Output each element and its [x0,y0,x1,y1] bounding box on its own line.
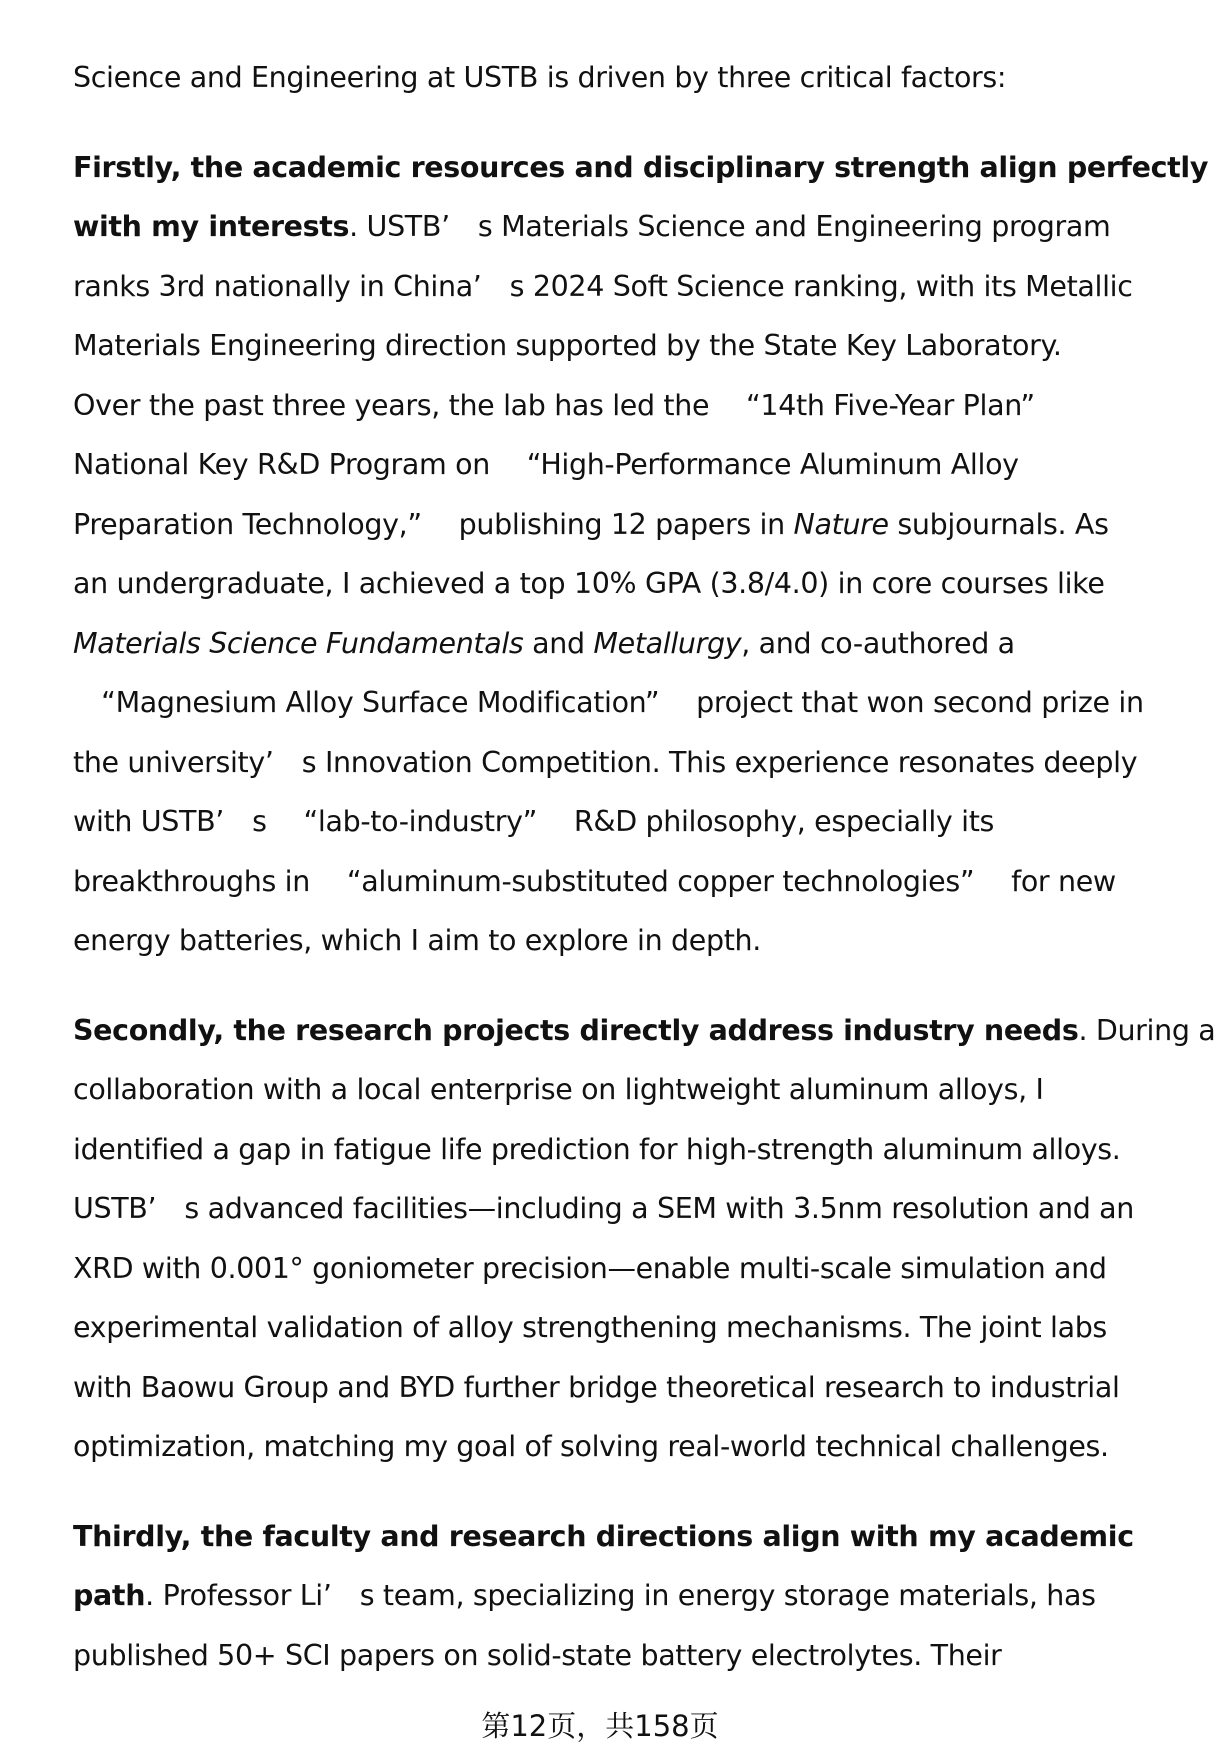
text-line: energy batteries, which I aim to explore in depth. [73,924,761,957]
text-line: Materials Science Fundamentals and Metallurgy, and co-authored a [73,626,1015,660]
intro-paragraph [73,48,1153,108]
text-line: Materials Engineering direction supported by the State Key Laboratory. [73,329,1062,362]
paragraph-heading: Firstly, the academic resources and disciplinary strength align perfectly [73,150,1209,184]
text-line: published 50+ SCI papers on solid-state battery electrolytes. Their [73,1638,1002,1672]
text-line: Preparation Technology,” publishing 12 papers in Nature subjournals. As [73,507,1109,541]
text-line: Science and Engineering at USTB is driven by three critical factors: [73,61,1007,94]
text-line: identified a gap in fatigue life prediction for high-strength aluminum alloys. [73,1132,1121,1166]
text-line: breakthroughs in “aluminum-substituted copper technologies” for new [73,864,1116,898]
journal-title: Nature [793,507,889,541]
text-line: with USTB’ s “lab-to-industry” R&D philosophy, especially its [73,805,995,838]
course-title: Materials Science Fundamentals [73,626,524,660]
text-line: with Baowu Group and BYD further bridge theoretical research to industrial [73,1370,1120,1404]
text-line: path. Professor Li’ s team, specializing in energy storage materials, has [73,1579,1096,1612]
paragraph-heading: with my interests [73,210,350,243]
text-line: “Magnesium Alloy Surface Modification” project that won second prize in [73,686,1144,719]
text-line: ranks 3rd nationally in China’ s 2024 Soft Science ranking, with its Metallic [73,269,1133,303]
text-line: collaboration with a local enterprise on lightweight aluminum alloys, I [73,1073,1044,1106]
text-line: optimization, matching my goal of solving real-world technical challenges. [73,1430,1109,1463]
paragraph-industry-needs [73,1001,1215,1477]
text-line: experimental validation of alloy strengthening mechanisms. The joint labs [73,1311,1107,1344]
paragraph-faculty [73,1507,1153,1686]
document-body [73,48,1215,1715]
text-line: Over the past three years, the lab has led the “14th Five-Year Plan” [73,388,1035,422]
paragraph-heading: Secondly, the research projects directly address industry needs [73,1013,1079,1047]
text-line: National Key R&D Program on “High-Performance Aluminum Alloy [73,448,1019,481]
text-line: XRD with 0.001° goniometer precision—enable multi-scale simulation and [73,1251,1107,1285]
text-line: Secondly, the research projects directly address industry needs. During a [73,1013,1215,1047]
text-line: the university’ s Innovation Competition. This experience resonates deeply [73,745,1138,779]
paragraph-academic-resources [73,138,1209,971]
text-line: USTB’ s advanced facilities—including a SEM with 3.5nm resolution and an [73,1192,1134,1225]
text-line: with my interests. USTB’ s Materials Science and Engineering program [73,210,1111,243]
course-title: Metallurgy [593,626,742,660]
text-line: an undergraduate, I achieved a top 10% GPA (3.8/4.0) in core courses like [73,567,1105,600]
paragraph-heading: path [73,1579,146,1612]
page-number-footer: 第12页，共158页 [481,1709,719,1743]
paragraph-heading: Thirdly, the faculty and research directions align with my academic [73,1519,1134,1553]
